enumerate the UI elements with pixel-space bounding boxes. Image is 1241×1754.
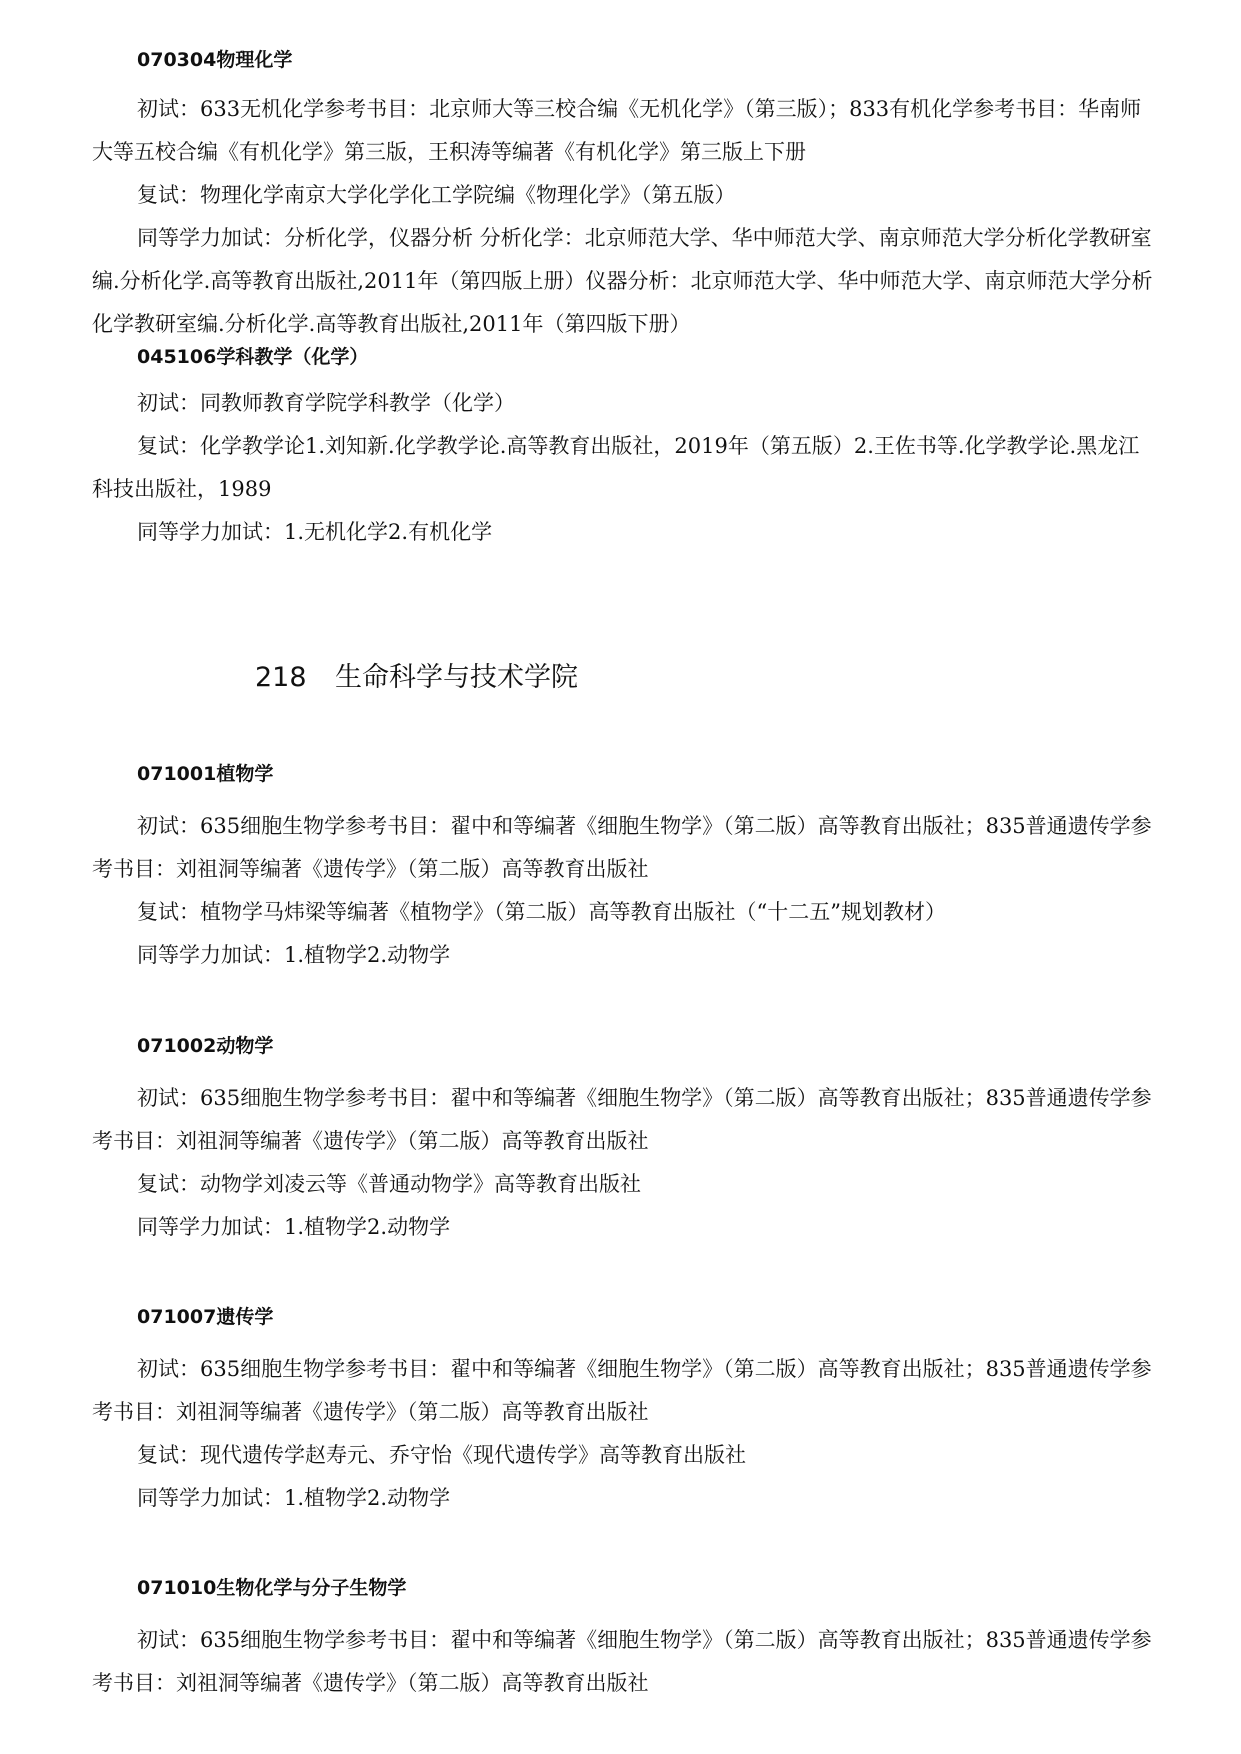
exam-retest: 复试：现代遗传学赵寿元、乔守怡《现代遗传学》高等教育出版社 (137, 1443, 746, 1467)
section-heading: 070304物理化学 (137, 49, 293, 71)
exam-equivalent: 同等学力加试：分析化学，仪器分析 分析化学：北京师范大学、华中师范大学、南京师范大学分析化学教研室编.分析化学.高等教育出版社,2011年（第四版上册）仪器分析：北京师范大学、华中师范大学、南京师范大学分析化学教研室编.分析化学.高等教育出版社,2011年（第四版下册） (92, 226, 1153, 336)
section-heading: 071001植物学 (137, 763, 274, 785)
section-body (92, 1348, 1157, 1520)
exam-retest: 复试：动物学刘凌云等《普通动物学》高等教育出版社 (137, 1172, 641, 1196)
section-heading: 045106学科教学（化学） (137, 346, 369, 368)
exam-retest: 复试：化学教学论1.刘知新.化学教学论.高等教育出版社，2019年（第五版）2.王佐书等.化学教学论.黑龙江科技出版社，1989 (92, 434, 1140, 501)
section-body (92, 382, 1157, 554)
exam-initial: 初试：635细胞生物学参考书目：翟中和等编著《细胞生物学》（第二版）高等教育出版社；835普通遗传学参考书目：刘祖洞等编著《遗传学》（第二版）高等教育出版社 (92, 1086, 1152, 1153)
unit-name: 生命科学与技术学院 (335, 662, 578, 693)
section-body (92, 1619, 1157, 1705)
exam-initial: 初试：635细胞生物学参考书目：翟中和等编著《细胞生物学》（第二版）高等教育出版社；835普通遗传学参考书目：刘祖洞等编著《遗传学》（第二版）高等教育出版社 (92, 814, 1152, 881)
section-heading: 071010生物化学与分子生物学 (137, 1577, 407, 1599)
section-body (92, 1077, 1157, 1249)
exam-equivalent: 同等学力加试：1.植物学2.动物学 (137, 1215, 451, 1239)
exam-initial: 初试：同教师教育学院学科教学（化学） (137, 391, 515, 415)
exam-initial: 初试：635细胞生物学参考书目：翟中和等编著《细胞生物学》（第二版）高等教育出版社；835普通遗传学参考书目：刘祖洞等编著《遗传学》（第二版）高等教育出版社 (92, 1357, 1152, 1424)
unit-code: 218 (255, 662, 307, 693)
exam-initial: 初试：633无机化学参考书目：北京师大等三校合编《无机化学》（第三版）；833有机化学参考书目：华南师大等五校合编《有机化学》第三版，王积涛等编著《有机化学》第三版上下册 (92, 97, 1142, 164)
exam-equivalent: 同等学力加试：1.植物学2.动物学 (137, 943, 451, 967)
exam-retest: 复试：物理化学南京大学化学化工学院编《物理化学》（第五版） (137, 183, 736, 207)
exam-retest: 复试：植物学马炜梁等编著《植物学》（第二版）高等教育出版社（“十二五”规划教材） (137, 900, 946, 924)
unit-heading (255, 660, 578, 696)
section-heading: 071002动物学 (137, 1035, 274, 1057)
exam-initial: 初试：635细胞生物学参考书目：翟中和等编著《细胞生物学》（第二版）高等教育出版社；835普通遗传学参考书目：刘祖洞等编著《遗传学》（第二版）高等教育出版社 (92, 1628, 1152, 1695)
section-heading: 071007遗传学 (137, 1306, 274, 1328)
section-body (92, 88, 1157, 346)
exam-equivalent: 同等学力加试：1.无机化学2.有机化学 (137, 520, 493, 544)
section-body (92, 805, 1157, 977)
exam-equivalent: 同等学力加试：1.植物学2.动物学 (137, 1486, 451, 1510)
